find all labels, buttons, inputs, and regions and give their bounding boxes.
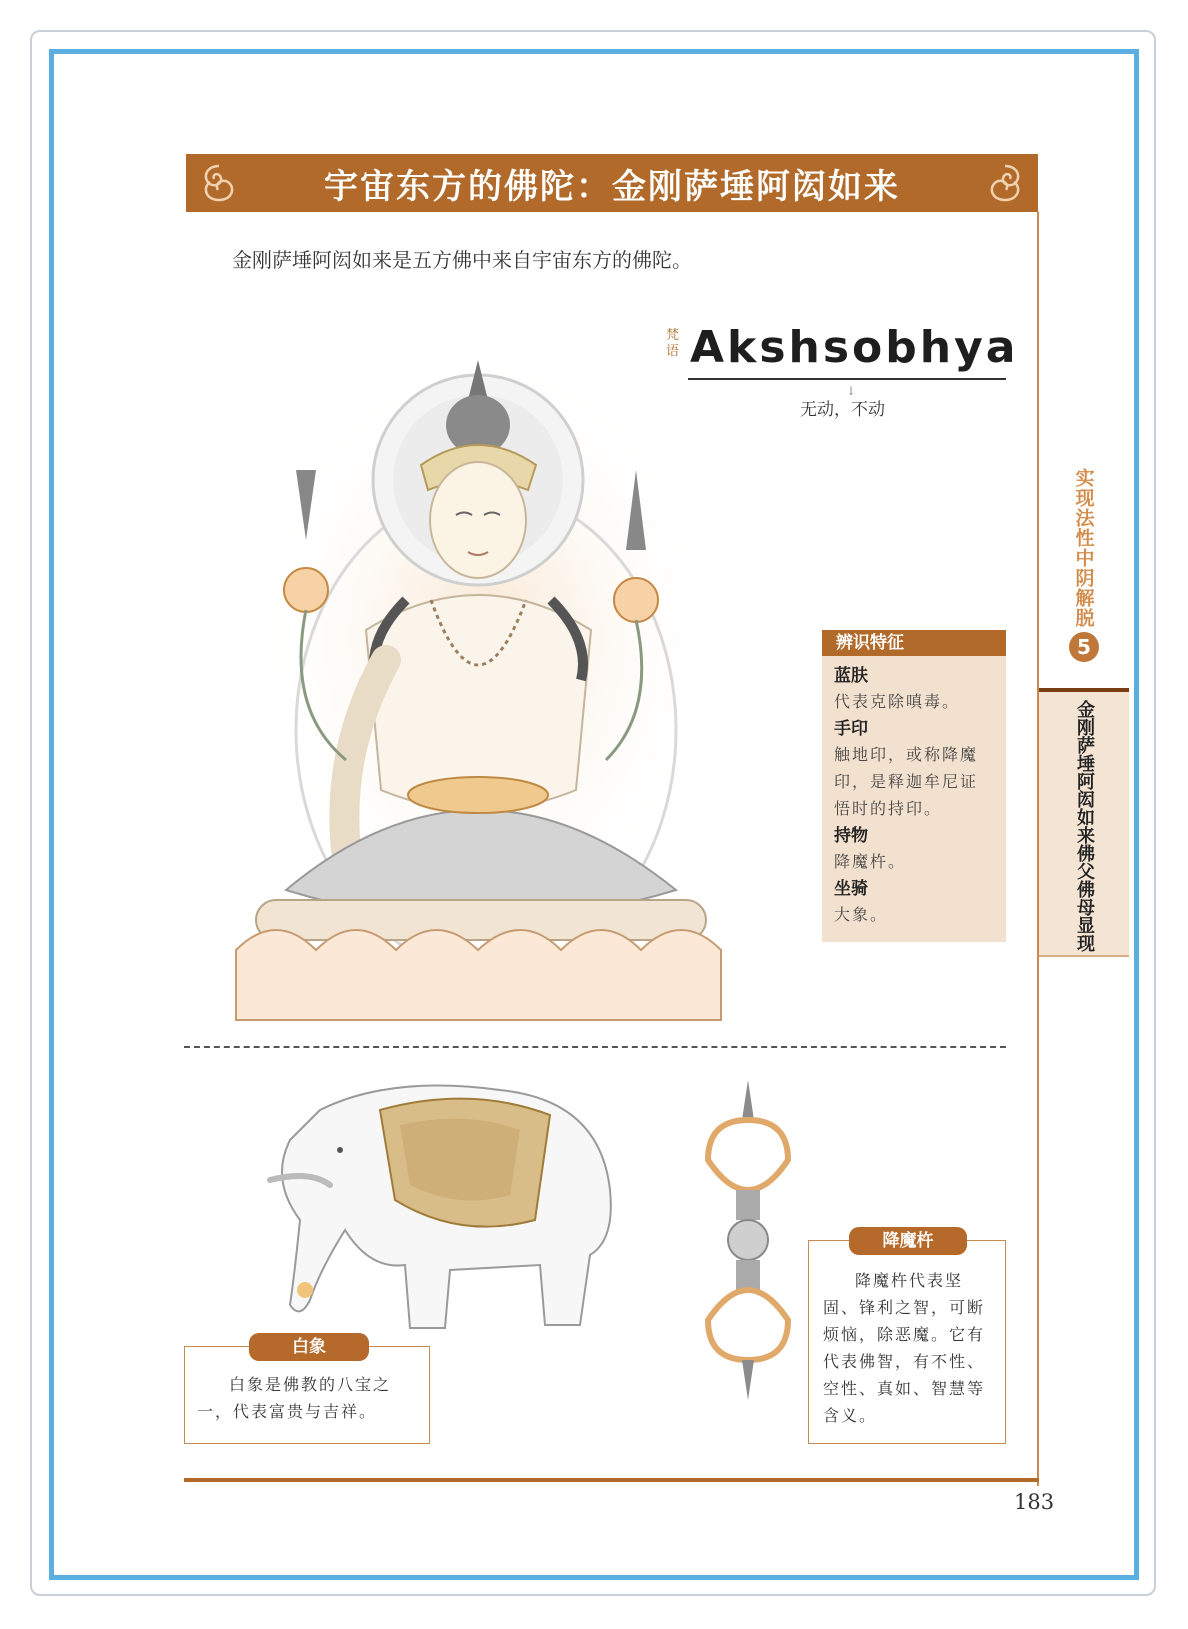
feature-desc: 触地印，或称降魔印，是释迦牟尼证悟时的持印。 — [834, 745, 979, 818]
intro-text: 金刚萨埵阿闳如来是五方佛中来自宇宙东方的佛陀。 — [232, 248, 692, 272]
scroll-ornament-icon — [194, 158, 244, 208]
page-title-banner — [186, 154, 1038, 212]
chapter-title: 实现法性中阴解脱 — [1072, 468, 1095, 628]
page-number: 183 — [1014, 1490, 1055, 1514]
sanskrit-label: 梵语 — [666, 328, 680, 359]
page-bottom-rule — [184, 1478, 1039, 1482]
feature-desc: 降魔杵。 — [834, 852, 907, 871]
vajra-caption-box — [808, 1231, 1006, 1444]
white-elephant-illustration — [250, 1070, 640, 1345]
sanskrit-word: Akshsobhya — [690, 322, 1019, 373]
elephant-caption-text: 白象是佛教的八宝之一，代表富贵与吉祥。 — [197, 1375, 392, 1421]
feature-desc: 代表克除嗔毒。 — [834, 692, 961, 711]
section-label — [1039, 692, 1129, 957]
features-heading: 辨识特征 — [822, 630, 1006, 656]
feature-term: 持物 — [834, 826, 868, 846]
feature-term: 手印 — [834, 719, 868, 739]
vajra-caption-label: 降魔杵 — [849, 1227, 967, 1255]
vajra-illustration — [698, 1080, 798, 1400]
chapter-label — [1039, 460, 1129, 690]
sanskrit-meaning: 无动，不动 — [800, 400, 885, 420]
identification-features-panel — [822, 630, 1006, 942]
feature-term: 蓝肤 — [834, 666, 868, 686]
elephant-caption-box — [184, 1337, 430, 1444]
chapter-number-badge: 5 — [1069, 632, 1099, 662]
elephant-caption-label: 白象 — [249, 1333, 369, 1361]
section-title: 金刚萨埵阿闳如来佛父佛母显现 — [1074, 700, 1095, 952]
section-dashed-divider — [184, 1046, 1006, 1048]
vajra-caption-text: 降魔杵代表坚固、锋利之智，可断烦恼，除恶魔。它有代表佛智，有不性、空性、真如、智慧等含义。 — [823, 1271, 986, 1425]
features-list — [822, 656, 1006, 934]
arrow-down-icon: ↓ — [846, 384, 857, 398]
akshobhya-buddha-illustration — [216, 330, 756, 1030]
scroll-ornament-icon — [980, 158, 1030, 208]
feature-desc: 大象。 — [834, 905, 889, 924]
chapter-side-tab — [1039, 460, 1129, 955]
page-title: 宇宙东方的佛陀：金刚萨埵阿闳如来 — [324, 166, 900, 207]
feature-term: 坐骑 — [834, 879, 868, 899]
